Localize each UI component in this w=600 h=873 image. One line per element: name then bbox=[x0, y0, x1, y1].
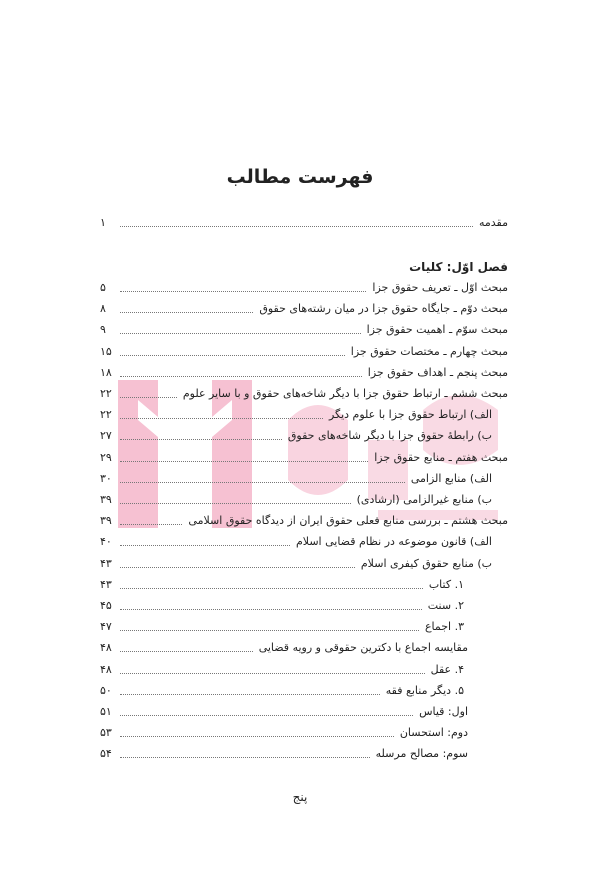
dot-leader bbox=[120, 694, 380, 695]
toc-entry-label: الف) منابع الزامی bbox=[410, 471, 492, 485]
toc-entry[interactable] bbox=[100, 743, 508, 761]
dot-leader bbox=[120, 461, 368, 462]
toc-entry-page: ۲۹ bbox=[100, 450, 112, 464]
toc-entry-page: ۴۷ bbox=[100, 620, 112, 634]
toc-entry-label: مبحث ششم ـ ارتباط حقوق جزا با دیگر شاخه‌های حقوق و با سایر علوم bbox=[182, 387, 508, 400]
toc-entry-label: ۲. سنت bbox=[427, 599, 464, 612]
toc-entry[interactable] bbox=[100, 341, 508, 359]
toc-entry-label: ب) رابطهٔ حقوق جزا با دیگر شاخه‌های حقوق bbox=[287, 429, 492, 443]
toc-entry[interactable] bbox=[100, 404, 508, 422]
dot-leader bbox=[120, 397, 177, 398]
dot-leader bbox=[120, 715, 413, 716]
toc-entry-label: مبحث دوّم ـ جایگاه حقوق جزا در میان رشته‌های حقوق bbox=[259, 302, 508, 316]
toc-entry-page: ۸ bbox=[100, 302, 106, 316]
toc-entry-label: ب) منابع غیرالزامی (ارشادی) bbox=[356, 493, 492, 506]
toc-entry-label: مبحث هشتم ـ بررسی منابع فعلی حقوق ایران از دیدگاه حقوق اسلامی bbox=[188, 514, 508, 528]
dot-leader bbox=[120, 545, 290, 546]
dot-leader bbox=[120, 333, 361, 334]
toc-entry-page: ۴۵ bbox=[100, 599, 112, 612]
toc-entry-label: مبحث چهارم ـ مختصات حقوق جزا bbox=[350, 344, 508, 358]
toc-entry-label: مبحث هفتم ـ منابع حقوق جزا bbox=[374, 450, 508, 464]
toc-entry-label: الف) قانون موضوعه در نظام قضایی اسلام bbox=[295, 535, 492, 549]
toc-entry[interactable] bbox=[100, 468, 508, 486]
dot-leader bbox=[120, 630, 419, 631]
toc-entry-page: ۴۳ bbox=[100, 556, 112, 570]
toc-entry-page: ۲۲ bbox=[100, 387, 112, 400]
toc-entry-page: ۵۴ bbox=[100, 747, 112, 761]
toc-entry[interactable] bbox=[100, 447, 508, 465]
toc-entry[interactable] bbox=[100, 659, 508, 677]
toc-entry-page: ۳۰ bbox=[100, 471, 112, 485]
toc-entry-label: مبحث پنجم ـ اهداف حقوق جزا bbox=[367, 365, 508, 379]
dot-leader bbox=[120, 226, 473, 227]
toc-entry-page: ۱۸ bbox=[100, 365, 112, 379]
toc-entry-page: ۲۲ bbox=[100, 408, 112, 422]
toc-entry[interactable] bbox=[100, 277, 508, 295]
dot-leader bbox=[120, 651, 253, 652]
toc-entry-page: ۴۰ bbox=[100, 535, 112, 549]
toc-entry-label: ۱. کتاب bbox=[428, 577, 464, 591]
toc-entry-page: ۳۹ bbox=[100, 514, 112, 528]
toc-entry-label: مقایسه اجماع با دکترین حقوقی و رویه قضایی bbox=[258, 641, 468, 655]
toc-entry-label: ب) منابع حقوق کیفری اسلام bbox=[360, 556, 492, 570]
toc-entry-page: ۳۹ bbox=[100, 493, 112, 506]
dot-leader bbox=[120, 418, 323, 419]
dot-leader bbox=[120, 503, 351, 504]
dot-leader bbox=[120, 757, 370, 758]
dot-leader bbox=[120, 376, 362, 377]
toc-entry[interactable] bbox=[100, 319, 508, 337]
dot-leader bbox=[120, 673, 425, 674]
toc-entry-label: الف) ارتباط حقوق جزا با علوم دیگر bbox=[328, 408, 492, 422]
table-of-contents bbox=[100, 0, 508, 873]
toc-entry-label: مبحث اوّل ـ تعریف حقوق جزا bbox=[372, 281, 508, 294]
chapter-heading: فصل اوّل: کلیات bbox=[409, 260, 508, 274]
toc-entry[interactable] bbox=[100, 595, 508, 613]
toc-entry[interactable] bbox=[100, 531, 508, 549]
toc-entry-label: مبحث سوّم ـ اهمیت حقوق جزا bbox=[366, 323, 508, 337]
dot-leader bbox=[120, 736, 394, 737]
dot-leader bbox=[120, 609, 422, 610]
toc-entry-page: ۹ bbox=[100, 323, 106, 337]
toc-entry[interactable] bbox=[100, 722, 508, 740]
toc-entry-page: ۵۱ bbox=[100, 705, 112, 718]
toc-entry-label: دوم: استحسان bbox=[399, 726, 468, 740]
dot-leader bbox=[120, 482, 405, 483]
toc-entry-page: ۴۳ bbox=[100, 577, 112, 591]
toc-entry-page: ۵۳ bbox=[100, 726, 112, 740]
toc-entry-page: ۴۸ bbox=[100, 662, 112, 676]
toc-entry[interactable] bbox=[100, 553, 508, 571]
toc-entry[interactable] bbox=[100, 680, 508, 698]
toc-intro-row[interactable] bbox=[100, 212, 508, 230]
toc-entry[interactable] bbox=[100, 701, 508, 719]
page-title: فهرست مطالب bbox=[226, 166, 374, 188]
dot-leader bbox=[120, 312, 253, 313]
toc-entry-page: ۵۰ bbox=[100, 683, 112, 697]
toc-entry[interactable] bbox=[100, 637, 508, 655]
toc-entry-page: ۴۸ bbox=[100, 641, 112, 655]
toc-entry[interactable] bbox=[100, 510, 508, 528]
toc-entry[interactable] bbox=[100, 574, 508, 592]
toc-entry-label: ۴. عقل bbox=[430, 662, 464, 676]
toc-entry[interactable] bbox=[100, 383, 508, 401]
toc-entry-page: ۱۵ bbox=[100, 344, 112, 358]
dot-leader bbox=[120, 524, 182, 525]
toc-entry-label: سوم: مصالح مرسله bbox=[375, 747, 468, 761]
toc-entry[interactable] bbox=[100, 616, 508, 634]
toc-entry[interactable] bbox=[100, 425, 508, 443]
dot-leader bbox=[120, 588, 423, 589]
toc-entry-page: ۵ bbox=[100, 281, 106, 294]
toc-intro-label: مقدمه bbox=[478, 216, 508, 229]
dot-leader bbox=[120, 355, 345, 356]
toc-entry[interactable] bbox=[100, 489, 508, 507]
toc-intro-page: ۱ bbox=[100, 216, 106, 229]
toc-entry[interactable] bbox=[100, 362, 508, 380]
page-number: پنج bbox=[292, 790, 308, 804]
dot-leader bbox=[120, 439, 282, 440]
toc-entry[interactable] bbox=[100, 298, 508, 316]
toc-entry-page: ۲۷ bbox=[100, 429, 112, 443]
toc-entry-label: ۵. دیگر منابع فقه bbox=[385, 683, 464, 697]
toc-entry-label: ۳. اجماع bbox=[424, 620, 464, 634]
dot-leader bbox=[120, 291, 366, 292]
toc-entry-label: اول: قیاس bbox=[419, 705, 468, 718]
dot-leader bbox=[120, 567, 355, 568]
